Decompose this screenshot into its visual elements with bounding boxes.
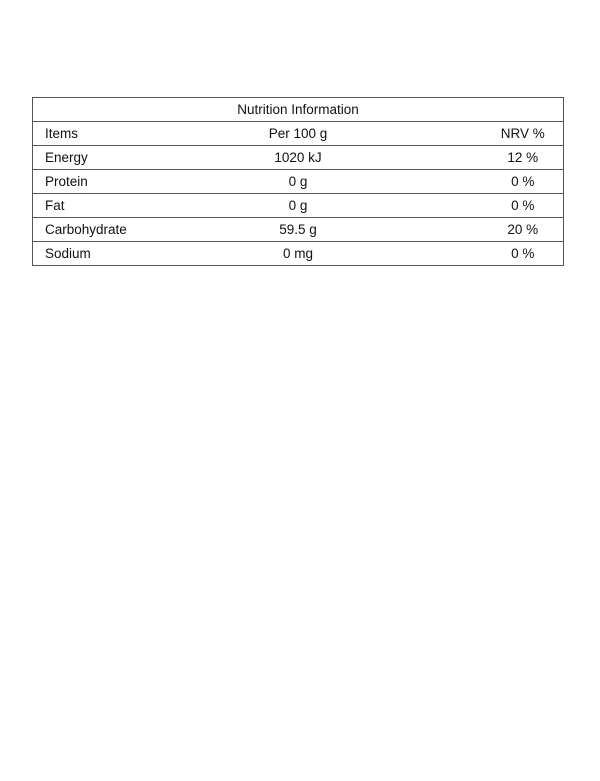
row-nrv: 20 % <box>387 218 564 242</box>
row-item: Fat <box>33 194 210 218</box>
header-nrv: NRV % <box>387 122 564 146</box>
row-per-100g: 0 mg <box>210 242 387 266</box>
nutrition-table <box>32 97 564 266</box>
table-row <box>33 194 564 218</box>
row-item: Sodium <box>33 242 210 266</box>
row-nrv: 0 % <box>387 194 564 218</box>
row-per-100g: 0 g <box>210 194 387 218</box>
header-per-100g: Per 100 g <box>210 122 387 146</box>
row-nrv: 12 % <box>387 146 564 170</box>
table-row <box>33 242 564 266</box>
header-row <box>33 122 564 146</box>
header-items: Items <box>33 122 210 146</box>
table-title: Nutrition Information <box>33 98 564 122</box>
title-row <box>33 98 564 122</box>
row-nrv: 0 % <box>387 242 564 266</box>
row-nrv: 0 % <box>387 170 564 194</box>
row-item: Protein <box>33 170 210 194</box>
row-per-100g: 1020 kJ <box>210 146 387 170</box>
table-row <box>33 218 564 242</box>
row-item: Energy <box>33 146 210 170</box>
table-row <box>33 170 564 194</box>
row-per-100g: 59.5 g <box>210 218 387 242</box>
table-row <box>33 146 564 170</box>
row-per-100g: 0 g <box>210 170 387 194</box>
row-item: Carbohydrate <box>33 218 210 242</box>
